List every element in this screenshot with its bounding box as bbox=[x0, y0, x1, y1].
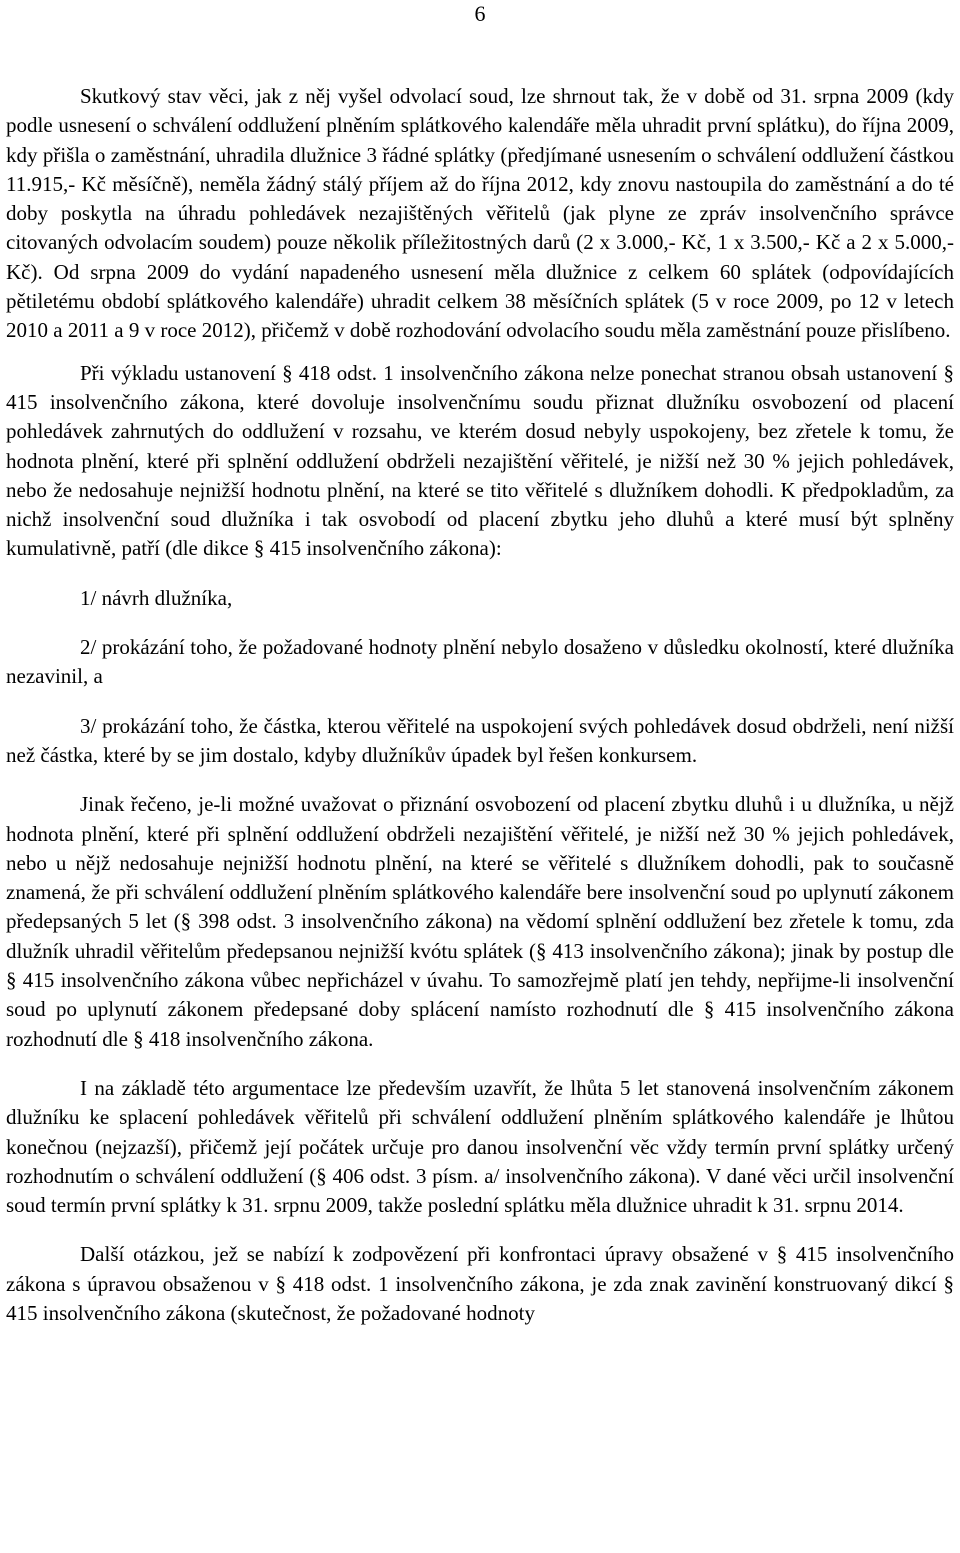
list-item-3: 3/ prokázání toho, že částka, kterou věřitelé na uspokojení svých pohledávek dosud obdrželi, není nižší než částka, které by se jim dostalo, kdyby dlužníkův úpadek byl řešen konkursem. bbox=[6, 713, 954, 767]
paragraph-jinak-receno: Jinak řečeno, je-li možné uvažovat o přiznání osvobození od placení zbytku dluhů i u dlužníka, u nějž hodnota plnění, které při splnění oddlužení obdrželi nezajištění věřitelé, je nižší než 30 % jejich pohledávek, nebo u nějž nedosahuje nejnižší hodnotu plnění, na které se věřitelé s dlužníkem dohodli, pak to současně znamená, že při schválení oddlužení plněním splátkového kalendáře bere insolvenční soud po uplynutí zákonem předepsaných 5 let (§ 398 odst. 3 insolvenčního zákona) na vědomí splnění oddlužení bez zřetele k tomu, zda dlužník uhradil věřitelům předepsanou nejnižší kvótu splátek (§ 413 insolvenčního zákona); jinak by postup dle § 415 insolvenčního zákona vůbec nepřicházel v úvahu. To samozřejmě platí jen tehdy, nepřijme-li insolvenční soud po uplynutí zákonem předepsané doby splácení namísto rozhodnutí dle § 415 insolvenčního zákona rozhodnutí dle § 418 insolvenčního zákona. bbox=[6, 792, 954, 1051]
document-body bbox=[6, 82, 954, 1328]
list-item-2: 2/ prokázání toho, že požadované hodnoty plnění nebylo dosaženo v důsledku okolností, které dlužníka nezavinil, a bbox=[6, 635, 954, 689]
list-item-1: 1/ návrh dlužníka, bbox=[80, 585, 233, 610]
paragraph-vyklad-418: Při výkladu ustanovení § 418 odst. 1 insolvenčního zákona nelze ponechat stranou obsah ustanovení § 415 insolvenčního zákona, které dovoluje insolvenčnímu soudu přiznat dlužníku osvobození od placení pohledávek zahrnutých do oddlužení v rozsahu, ve kterém dosud nebyly uspokojeny, bez zřetele k tomu, že hodnota plnění, které při splnění oddlužení obdrželi nezajištění věřitelé, je nižší než 30 % jejich pohledávek, nebo že nedosahuje nejnižší hodnotu plnění, na které se tito věřitelé s dlužníkem dohodli. K předpokladům, za nichž insolvenční soud dlužníka i tak osvobodí od placení zbytku jeho dluhů a které musí být splněny kumulativně, patří (dle dikce § 415 insolvenčního zákona): bbox=[6, 360, 954, 561]
page-number: 6 bbox=[474, 1, 486, 26]
paragraph-dalsi-otazka: Další otázkou, jež se nabízí k zodpovězení při konfrontaci úpravy obsažené v § 415 insolvenčního zákona s úpravou obsaženou v § 418 odst. 1 insolvenčního zákona, je zda znak zavinění konstruovaný dikcí § 415 insolvenčního zákona (skutečnost, že požadované hodnoty bbox=[6, 1242, 954, 1325]
paragraph-zaver-lhuta: I na základě této argumentace lze především uzavřít, že lhůta 5 let stanovená insolvenčním zákonem dlužníku ke splacení pohledávek věřitelů při schválení oddlužení plněním splátkového kalendáře je lhůtou konečnou (nejzazší), přičemž její počátek určuje pro danou insolvenční věc vždy termín první splátky určený rozhodnutím o schválení oddlužení (§ 406 odst. 3 písm. a/ insolvenčního zákona). V dané věci určil insolvenční soud termín první splátky k 31. srpnu 2009, takže poslední splátku měla dlužnice uhradit k 31. srpnu 2014. bbox=[6, 1075, 954, 1218]
paragraph-skutkovy-stav: Skutkový stav věci, jak z něj vyšel odvolací soud, lze shrnout tak, že v době od 31. srpna 2009 (kdy podle usnesení o schválení oddlužení plněním splátkového kalendáře měla uhradit první splátku), do října 2009, kdy přišla o zaměstnání, uhradila dlužnice 3 řádné splátky (předjímané usnesením o schválení oddlužení částkou 11.915,- Kč měsíčně), neměla žádný stálý příjem až do října 2012, kdy znovu nastoupila do zaměstnání a do té doby poskytla na úhradu pohledávek nezajištěných věřitelů (jak plyne ze zpráv insolvenčního správce citovaných odvolacím soudem) pouze několik příležitostných darů (2 x 3.000,- Kč, 1 x 3.500,- Kč a 2 x 5.000,- Kč). Od srpna 2009 do vydání napadeného usnesení měla dlužnice z celkem 60 splátek (odpovídajících pětiletému období splátkového kalendáře) uhradit celkem 38 měsíčních splátek (5 v roce 2009, po 12 v letech 2010 a 2011 a 9 v roce 2012), přičemž v době rozhodování odvolacího soudu měla zaměstnání pouze přislíbeno. bbox=[6, 84, 954, 343]
